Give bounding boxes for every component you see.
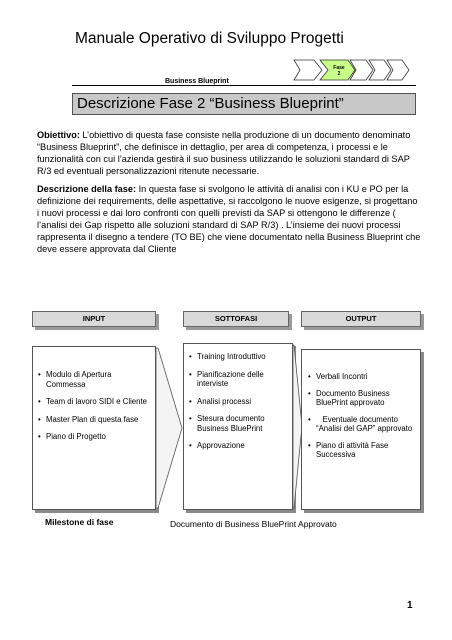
input-item: • Master Plan di questa fase [38,415,149,425]
description-paragraph [37,184,421,255]
phase-chevron-bar [292,58,422,82]
sottofasi-header: SOTTOFASI [183,311,289,327]
header-subtitle: Business Blueprint [165,78,229,85]
input-item: • Team di lavoro SIDI e Cliente [38,397,149,407]
header-divider [72,85,416,86]
objective-label: Obiettivo: [37,130,80,140]
document-title: Manuale Operativo di Sviluppo Progetti [75,30,344,47]
description-label: Descrizione della fase: [37,184,137,194]
phase-1-chevron [294,60,322,80]
milestone-label: Milestone di fase [45,517,114,527]
sottofase-item: • Analisi processi [189,397,286,407]
output-item: • Piano di attività Fase Successiva [308,441,414,460]
input-to-sottofasi-arrow [156,346,184,510]
objective-text: L’obiettivo di questa fase consiste nella produzione di un documento denominato “Business Blueprint”, che definisce in dettaglio, per area di competenza, i processi e le funzionalità con cui l’azienda gestirà il suo business utilizzando le soluzioni standard di SAP R/3 ed eventuali personalizzazioni ritenute necessarie. [37,130,411,176]
sottofasi-box [183,343,293,510]
output-box [301,349,421,510]
input-header: INPUT [32,311,156,327]
sottofase-item: • Stesura documento Business BluePrint [189,414,286,433]
output-header: OUTPUT [301,311,421,327]
page-number: 1 [407,600,413,611]
input-box [32,346,156,510]
input-item: • Piano di Progetto [38,432,149,442]
objective-paragraph [37,130,421,178]
sottofase-item: • Training Introduttivo [189,352,286,362]
section-title: Descrizione Fase 2 “Business Blueprint” [72,93,416,115]
milestone-value: Documento di Business BluePrint Approvato [170,519,337,529]
phase-label-line1: Fase [333,65,345,71]
output-item: • Verbali Incontri [308,372,414,382]
input-item: • Modulo di Apertura Commessa [38,370,149,389]
phase-label-line2: 2 [337,71,341,77]
sottofase-item: • Pianificazione delle interviste [189,370,286,389]
description-text: In questa fase si svolgono le attività di analisi con i KU e PO per la definizione dei requirements, delle aspettative, si raccolgono le nuove esigenze, si progettano i nuovi processi e dai loro confronti con quelli previsti da SAP si ottengono le differenze ( l’analisi dei Gap rispetto alle soluzioni standard di SAP R/3) . L’insieme dei nuovi processi rappresenta il disegno a tendere (TO BE) che viene documentato nella Business Blueprint che deve essere approvata dal Cliente [37,184,421,254]
sottofase-item: • Approvazione [189,441,286,451]
output-item: • Eventuale documento “Analisi del GAP” approvato [308,415,414,434]
output-item: • Documento Business BluePrint approvato [308,389,414,408]
